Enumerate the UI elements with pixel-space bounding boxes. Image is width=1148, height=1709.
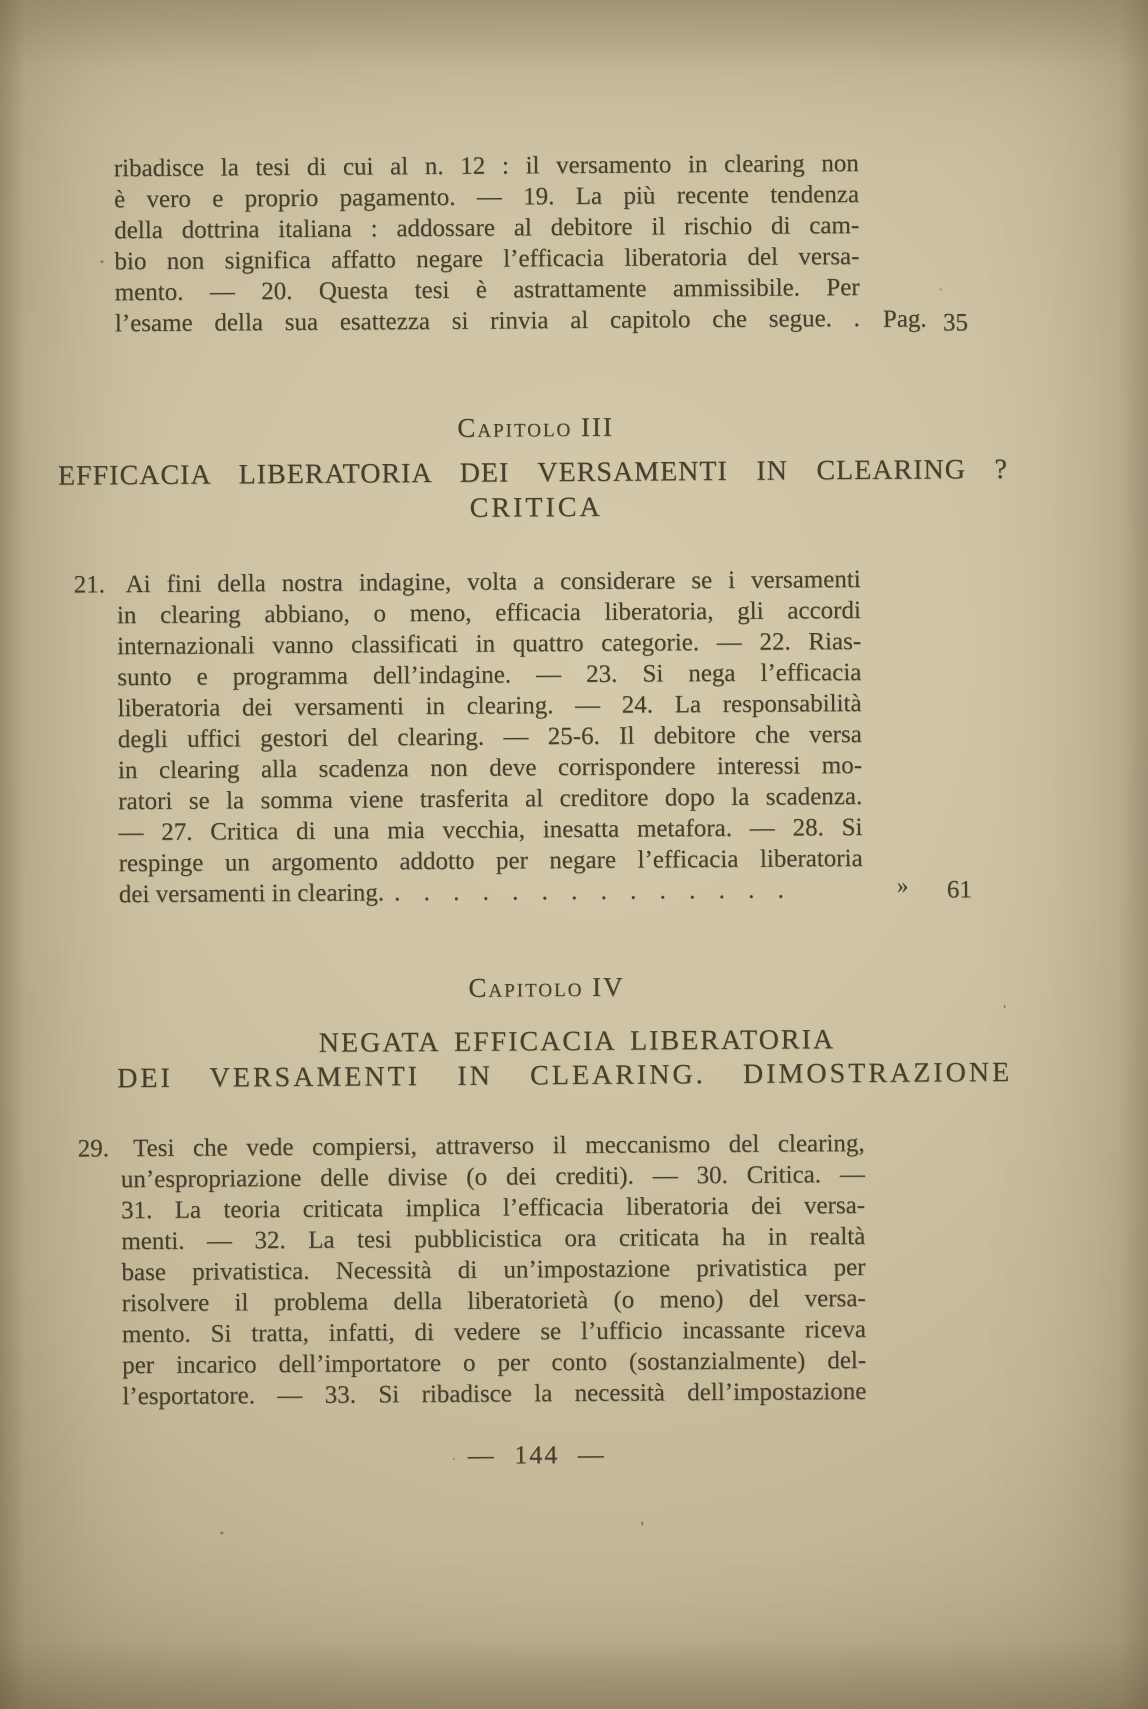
page-ref-number: 35 <box>942 309 968 337</box>
paper-speck <box>641 1522 643 1526</box>
chapter-3-kicker: Capitolo III <box>457 411 615 443</box>
chapter-3-title-line-1: EFFICACIA LIBERATORIA DEI VERSAMENTI IN CLEARING ? <box>57 453 1009 492</box>
toc-line: degli uffici gestori del clearing. — 25-6. Il debitore che versa <box>117 720 862 754</box>
paper-speck <box>220 1531 223 1534</box>
toc-line: mento. — 20. Questa tesi è astrattamente ammissibile. Per <box>114 273 860 307</box>
toc-line: è vero e proprio pagamento. — 19. La più recente tendenza <box>113 180 860 214</box>
toc-entry-29 <box>78 1128 867 1412</box>
entry-number: 21. <box>73 571 106 599</box>
entry-last-line: dei versamenti in clearing. <box>118 879 385 909</box>
paper-speck <box>100 260 103 263</box>
toc-line: risolvere il problema della liberatorietà (o meno) del versa- <box>121 1284 866 1318</box>
entry-first-line: Tesi che vede compiersi, attraverso il meccanismo del clearing, <box>132 1129 865 1163</box>
entry-first-line: Ai fini della nostra indagine, volta a considerare se i versamenti <box>125 565 861 599</box>
page-ref-label: » <box>896 872 909 898</box>
paper-speck <box>940 288 942 290</box>
toc-line: 31. La teoria criticata implica l’efficacia liberatoria dei versa- <box>120 1191 866 1225</box>
entry-number: 29. <box>77 1135 109 1163</box>
toc-line: in clearing alla scadenza non deve corrispondere interessi mo- <box>117 751 863 785</box>
toc-line: ribadisce la tesi di cui al n. 12 : il versamento in clearing non <box>113 149 859 183</box>
toc-line: menti. — 32. La tesi pubblicistica ora criticata ha in realtà <box>121 1222 866 1256</box>
toc-line: per incarico dell’importatore o per conto (sostanzialmente) del- <box>122 1346 867 1380</box>
toc-line: bio non significa affatto negare l’efficacia liberatoria del versa- <box>114 242 860 276</box>
page-ref-label: Pag. <box>882 305 927 333</box>
toc-line: internazionali vanno classificati in quattro categorie. — 22. Rias- <box>117 627 862 661</box>
folio-page-number: — 144 — <box>467 1439 606 1470</box>
toc-line: in clearing abbiano, o meno, efficacia liberatoria, gli accordi <box>116 596 861 630</box>
intro-entry <box>114 148 860 339</box>
chapter-4-title-line-2: DEI VERSAMENTI IN CLEARING. DIMOSTRAZIONE <box>117 1056 1013 1095</box>
toc-line: l’esame della sua esattezza si rinvia al capitolo che segue. . <box>114 304 860 338</box>
chapter-3-title-line-2: CRITICA <box>469 491 603 524</box>
toc-line: respinge un argomento addotto per negare l’efficacia liberatoria <box>118 844 863 878</box>
chapter-4-title-line-1: NEGATA EFFICACIA LIBERATORIA <box>318 1024 836 1059</box>
chapter-4-kicker: Capitolo IV <box>468 971 625 1003</box>
toc-entry-21 <box>74 564 863 910</box>
toc-line: — 27. Critica di una mia vecchia, inesatta metafora. — 28. Si <box>118 813 863 847</box>
toc-line: sunto e programma dell’indagine. — 23. Si nega l’efficacia <box>117 658 862 692</box>
toc-line: mento. Si tratta, infatti, di vedere se l’ufficio incassante riceva <box>121 1315 867 1349</box>
dot-leader: . . . . . . . . . . . . . . <box>393 876 785 907</box>
toc-line-with-leader <box>119 874 863 910</box>
toc-line: della dottrina italiana : addossare al debitore il rischio di cam- <box>114 211 860 245</box>
paper-speck <box>1004 1005 1006 1008</box>
toc-line: base privatistica. Necessità di un’impostazione privatistica per <box>121 1253 866 1287</box>
toc-line: liberatoria dei versamenti in clearing. — 24. La responsabilità <box>117 689 862 723</box>
toc-line: l’esportatore. — 33. Si ribadisce la necessità dell’impostazione <box>122 1377 867 1411</box>
toc-line: un’espropriazione delle divise (o dei crediti). — 30. Critica. — <box>120 1160 865 1194</box>
toc-line: ratori se la somma viene trasferita al creditore dopo la scadenza. <box>118 782 863 816</box>
page-ref-number: 61 <box>946 876 972 904</box>
